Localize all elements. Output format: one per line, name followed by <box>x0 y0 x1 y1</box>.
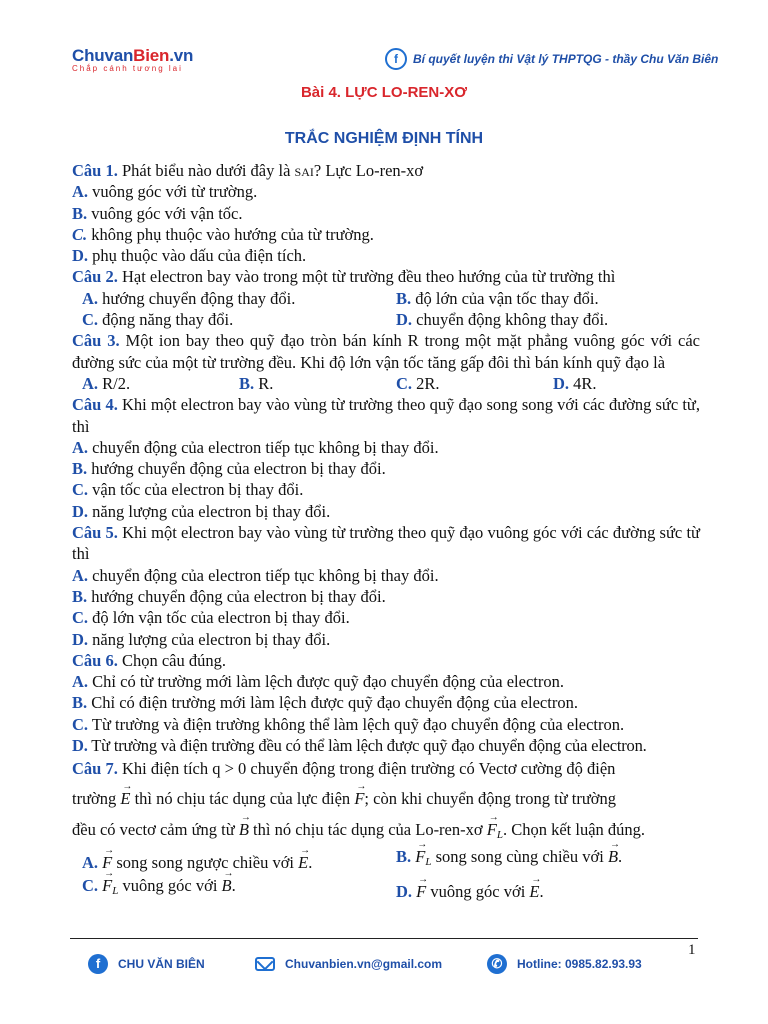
question-6: Câu 6. Chọn câu đúng. <box>72 650 226 670</box>
page-number: 1 <box>688 942 696 958</box>
footer-hotline[interactable] <box>487 952 642 976</box>
option-b: B. độ lớn của vận tốc thay đổi. <box>396 288 599 308</box>
vector-e: → E <box>120 782 130 816</box>
footer-divider <box>70 938 698 939</box>
header-slogan: Bí quyết luyện thi Vật lý THPTQG - thầy Chu Văn Biên <box>413 52 719 66</box>
option-d: D. chuyển động không thay đổi. <box>396 310 609 330</box>
question-1: Câu 1. Phát biểu nào dưới đây là sai? Lực Lo-ren-xơ <box>72 161 424 180</box>
option-b: B. → $F_L$ song song cùng chiều với → B. <box>386 846 700 873</box>
question-list <box>72 160 700 902</box>
author-name: CHU VĂN BIÊN <box>118 957 205 971</box>
page-header <box>0 0 768 86</box>
option-d: D. 4R. <box>553 373 597 393</box>
section-title: TRẮC NGHIỆM ĐỊNH TÍNH <box>284 130 484 147</box>
option-b: B. Chỉ có điện trường mới làm lệch được quỹ đạo chuyển động của electron. <box>72 693 578 713</box>
vector-f: → F <box>354 782 364 816</box>
question-5: Câu 5. Khi một electron bay vào vùng từ trường theo quỹ đạo vuông góc với các đường sức từ thì <box>72 523 700 564</box>
lesson-title: Bài 4. LỰC LO-REN-XƠ <box>300 84 468 101</box>
option-row <box>72 288 700 309</box>
option-d: D. → F vuông góc với → E. <box>386 881 700 902</box>
option-a: A. hướng chuyển động thay đổi. <box>82 288 296 308</box>
option-c: C. không phụ thuộc vào hướng của từ trường. <box>72 224 374 244</box>
vector-b: → B <box>239 812 249 848</box>
page-footer <box>0 952 768 982</box>
facebook-icon[interactable]: f <box>385 48 407 70</box>
question-3: Câu 3. Một ion bay theo quỹ đạo tròn bán kính R trong một mặt phẳng vuông góc với các đường sức của một từ trường đều. Khi độ lớn vận tốc tăng gấp đôi thì bán kính quỹ đạo là <box>72 331 701 372</box>
option-c: C. 2R. <box>396 373 440 393</box>
option-b: B. hướng chuyển động của electron bị thay đổi. <box>72 586 386 606</box>
question-2: Câu 2. Hạt electron bay vào trong một từ trường đều theo hướng của từ trường thì <box>72 267 616 287</box>
facebook-icon[interactable]: f <box>88 954 108 974</box>
option-b: B. vuông góc với vận tốc. <box>72 203 243 223</box>
option-a: A. Chỉ có từ trường mới làm lệch được quỹ đạo chuyển động của electron. <box>72 672 564 692</box>
hotline-number[interactable]: Hotline: 0985.82.93.93 <box>517 957 642 971</box>
option-a: A. vuông góc với từ trường. <box>72 182 258 202</box>
option-d: D. Từ trường và điện trường đều có thể làm lệch được quỹ đạo chuyển động của electron. <box>72 736 647 756</box>
footer-email[interactable] <box>255 952 442 976</box>
mail-icon <box>255 957 275 971</box>
question-7: Câu 7. Khi điện tích q > 0 chuyển động trong điện trường có Vectơ cường độ điện <box>72 759 616 779</box>
option-c: C. Từ trường và điện trường không thể làm lệch quỹ đạo chuyển động của electron. <box>72 714 625 734</box>
option-a: A. chuyển động của electron tiếp tục không bị thay đổi. <box>72 565 439 585</box>
question-4: Câu 4. Khi một electron bay vào vùng từ trường theo quỹ đạo song song với các đường sức từ, thì <box>72 395 700 436</box>
option-c: C. động năng thay đổi. <box>82 310 234 330</box>
option-a: A. → F song song ngược chiều với → E. <box>72 852 386 873</box>
header-right <box>385 48 718 70</box>
option-c: C. độ lớn vận tốc của electron bị thay đổi. <box>72 608 350 628</box>
phone-icon: ✆ <box>487 954 507 974</box>
option-d: D. phụ thuộc vào dấu của điện tích. <box>72 246 307 266</box>
option-c: C. → $F_L$ vuông góc với → B. <box>72 875 386 902</box>
logo-tagline: Chắp cánh tương lai <box>72 64 183 73</box>
option-d: D. năng lượng của electron bị thay đổi. <box>72 629 331 649</box>
option-row <box>72 373 700 394</box>
vector-f: → F <box>487 812 497 848</box>
question-7-line2: trường → E thì nó chịu tác dụng của lực điện → F; còn khi chuyển động trong từ trường <box>72 782 700 812</box>
option-a: A. chuyển động của electron tiếp tục không bị thay đổi. <box>72 437 439 457</box>
option-c: C. vận tốc của electron bị thay đổi. <box>72 480 304 500</box>
option-row <box>72 844 700 873</box>
option-b: B. hướng chuyển động của electron bị thay đổi. <box>72 459 386 479</box>
site-logo[interactable]: ChuvanBien.vn Chắp cánh tương lai <box>72 46 194 73</box>
option-row <box>72 873 700 902</box>
option-b: B. R. <box>239 373 274 393</box>
email-address[interactable]: Chuvanbien.vn@gmail.com <box>285 957 443 971</box>
footer-facebook[interactable] <box>88 952 205 976</box>
option-row <box>72 309 700 330</box>
option-a: A. R/2. <box>82 373 131 393</box>
question-7-line3: đều có vectơ cảm ứng từ → B thì nó chịu tác dụng của Lo-ren-xơ → $F_L$. Chọn kết luận đúng. <box>72 812 700 844</box>
option-d: D. năng lượng của electron bị thay đổi. <box>72 501 331 521</box>
